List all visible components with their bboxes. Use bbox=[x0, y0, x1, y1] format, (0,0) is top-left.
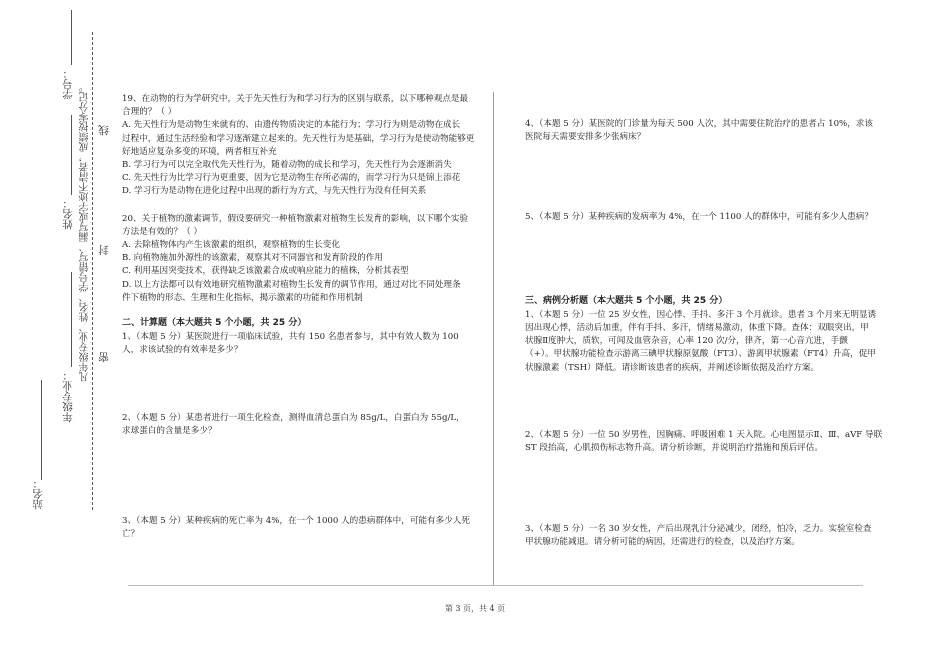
case-q2-line: 2、（本题 5 分）一位 50 岁男性，因胸痛、呼吸困难 1 天入院。心电图显示Ⅱ、Ⅲ、aVF 导联 bbox=[525, 429, 883, 440]
section-3-title: 三、病例分析题（本大题共 5 个小题，共 25 分） bbox=[525, 295, 728, 306]
calc-q1-line: 人，求该试验的有效率是多少？ bbox=[122, 345, 243, 356]
calc-q3-line: 亡？ bbox=[122, 529, 140, 540]
calc-q2-line: 求球蛋白的含量是多少？ bbox=[122, 425, 217, 436]
q19-option-d: D. 学习行为是动物在进化过程中出现的新行为方式，与先天性行为没有任何关系 bbox=[122, 186, 427, 197]
binding-mark-xian: 线 bbox=[98, 125, 110, 136]
q19-option-c: C. 先天性行为比学习行为更重要，因为它是动物生存所必需的，而学习行为只是锦上添花 bbox=[122, 173, 461, 184]
column-divider bbox=[493, 92, 494, 585]
binding-mark-feng: 封 bbox=[98, 245, 110, 256]
q19-option-a: 过程中，通过生活经验和学习逐渐建立起来的。先天性行为是基础，学习行为是使动物能够更 bbox=[122, 133, 475, 144]
case-question-3 bbox=[525, 523, 872, 549]
calc-question-5 bbox=[525, 211, 873, 224]
nianji-field-line bbox=[71, 272, 72, 367]
q19-stem-line: 合理的？（ ） bbox=[122, 107, 177, 118]
case-q1-line: 状腺Ⅱ度肿大，质软，可闻及血管杂音，心率 120 次/分，律齐，第一心音亢进，手颤 bbox=[525, 336, 848, 347]
page-footer: 第 3 页，共 4 页 bbox=[444, 604, 506, 613]
xingming-field-line bbox=[71, 115, 72, 195]
label-nianji: 年级专业： bbox=[62, 370, 74, 423]
label-zhanming: 站名： bbox=[32, 478, 44, 510]
q19-stem-line: 19、在动物的行为学研究中，关于先天性行为和学习行为的区别与联系，以下哪种观点是最 bbox=[122, 94, 469, 104]
case-q1-line: 因出现心悸，活动后加重，伴有手抖、多汗，情绪易激动，体重下降。查体：双眼突出，甲 bbox=[525, 323, 869, 334]
calc-question-1 bbox=[122, 331, 462, 357]
case-q2-line: ST 段抬高，心肌损伤标志物升高。请分析诊断，并说明治疗措施和预后评估。 bbox=[525, 443, 823, 454]
label-xuehao: 学号： bbox=[62, 68, 74, 100]
xuehao-field-line bbox=[71, 10, 72, 65]
binding-instruction: 凡年级专业、姓名、学号错写、漏写或字迹不清者，成绩按零分记。 bbox=[80, 82, 91, 382]
section-2-title: 二、计算题（本大题共 5 个小题，共 25 分） bbox=[122, 318, 307, 329]
footer-rule bbox=[128, 585, 863, 586]
calc-question-3 bbox=[122, 515, 470, 541]
calc-q2-line: 2、（本题 5 分）某患者进行一项生化检查，测得血清总蛋白为 85g/L，白蛋白为 55g/L， bbox=[122, 412, 465, 423]
case-q1-line: 状腺激素（TSH）降低。请诊断该患者的疾病，并阐述诊断依据及治疗方案。 bbox=[525, 362, 820, 373]
zhanming-field-line bbox=[41, 380, 42, 480]
case-q1-line: （+）。甲状腺功能检查示游离三碘甲状腺原氨酸（FT3）、游离甲状腺素（FT4）升高，促甲 bbox=[525, 349, 876, 360]
q20-option-d: D. 以上方法都可以有效地研究植物激素对植物生长发育的调节作用，通过对比不同处理条 bbox=[122, 279, 461, 290]
case-q3-line: 3、（本题 5 分）一名 30 岁女性，产后出现乳汁分泌减少，闭经，怕冷，乏力。实验室检查 bbox=[525, 524, 872, 535]
q20-option-c: C. 利用基因突变技术，获得缺乏该激素合成或响应能力的植株，分析其表型 bbox=[122, 266, 409, 277]
calc-question-4 bbox=[525, 118, 873, 144]
question-19 bbox=[122, 93, 475, 199]
q20-option-d: 件下植物的形态、生理和生化指标，揭示激素的功能和作用机制 bbox=[122, 292, 363, 303]
q19-option-b: B. 学习行为可以完全取代先天性行为，随着动物的成长和学习，先天性行为会逐渐消失 bbox=[122, 160, 452, 171]
right-column bbox=[525, 90, 883, 550]
label-xingming: 姓名： bbox=[62, 198, 74, 230]
q20-stem-line: 20、关于植物的激素调节，假设要研究一种植物激素对植物生长发育的影响，以下哪个实验 bbox=[122, 213, 469, 224]
q20-option-b: B. 向植物施加外源性的该激素，观察其对不同器官和发育阶段的作用 bbox=[122, 253, 383, 264]
question-20 bbox=[122, 213, 469, 305]
q20-stem-line: 方法是有效的？（ ） bbox=[122, 226, 203, 237]
case-q3-line: 甲状腺功能减退。请分析可能的病因，还需进行的检查，以及治疗方案。 bbox=[525, 537, 801, 548]
calc-q1-line: 1、（本题 5 分）某医院进行一项临床试验，共有 150 名患者参与，其中有效人数为 100 bbox=[122, 332, 459, 343]
q20-option-a: A. 去除植物体内产生该激素的组织，观察植物的生长变化 bbox=[122, 240, 340, 251]
calc-q4-line: 4、（本题 5 分）某医院的门诊量为每天 500 人次，其中需要住院治疗的患者占 10%，求该 bbox=[525, 119, 873, 129]
calc-q5-line: 5、（本题 5 分）某种疾病的发病率为 4%，在一个 1100 人的群体中，可能有多少人患病？ bbox=[525, 212, 873, 223]
q19-option-a: 好地适应复杂多变的环境，两者相互补充 bbox=[122, 146, 277, 157]
case-question-1 bbox=[525, 309, 877, 375]
calc-q3-line: 3、（本题 5 分）某种疾病的死亡率为 4%，在一个 1000 人的患病群体中，可能有多少人死 bbox=[122, 516, 470, 527]
calc-question-2 bbox=[122, 412, 465, 438]
case-q1-line: 1、（本题 5 分）一位 25 岁女性，因心悸、手抖、多汗 3 个月就诊。患者 3 个月来无明显诱 bbox=[525, 309, 877, 320]
case-question-2 bbox=[525, 429, 883, 455]
calc-q4-line: 医院每天需要安排多少张病床？ bbox=[525, 132, 646, 143]
binding-mark-mi: 密 bbox=[98, 352, 110, 363]
q19-option-a: A. 先天性行为是动物生来就有的、由遗传物质决定的本能行为；学习行为则是动物在成长 bbox=[122, 120, 461, 131]
left-column bbox=[122, 90, 475, 541]
